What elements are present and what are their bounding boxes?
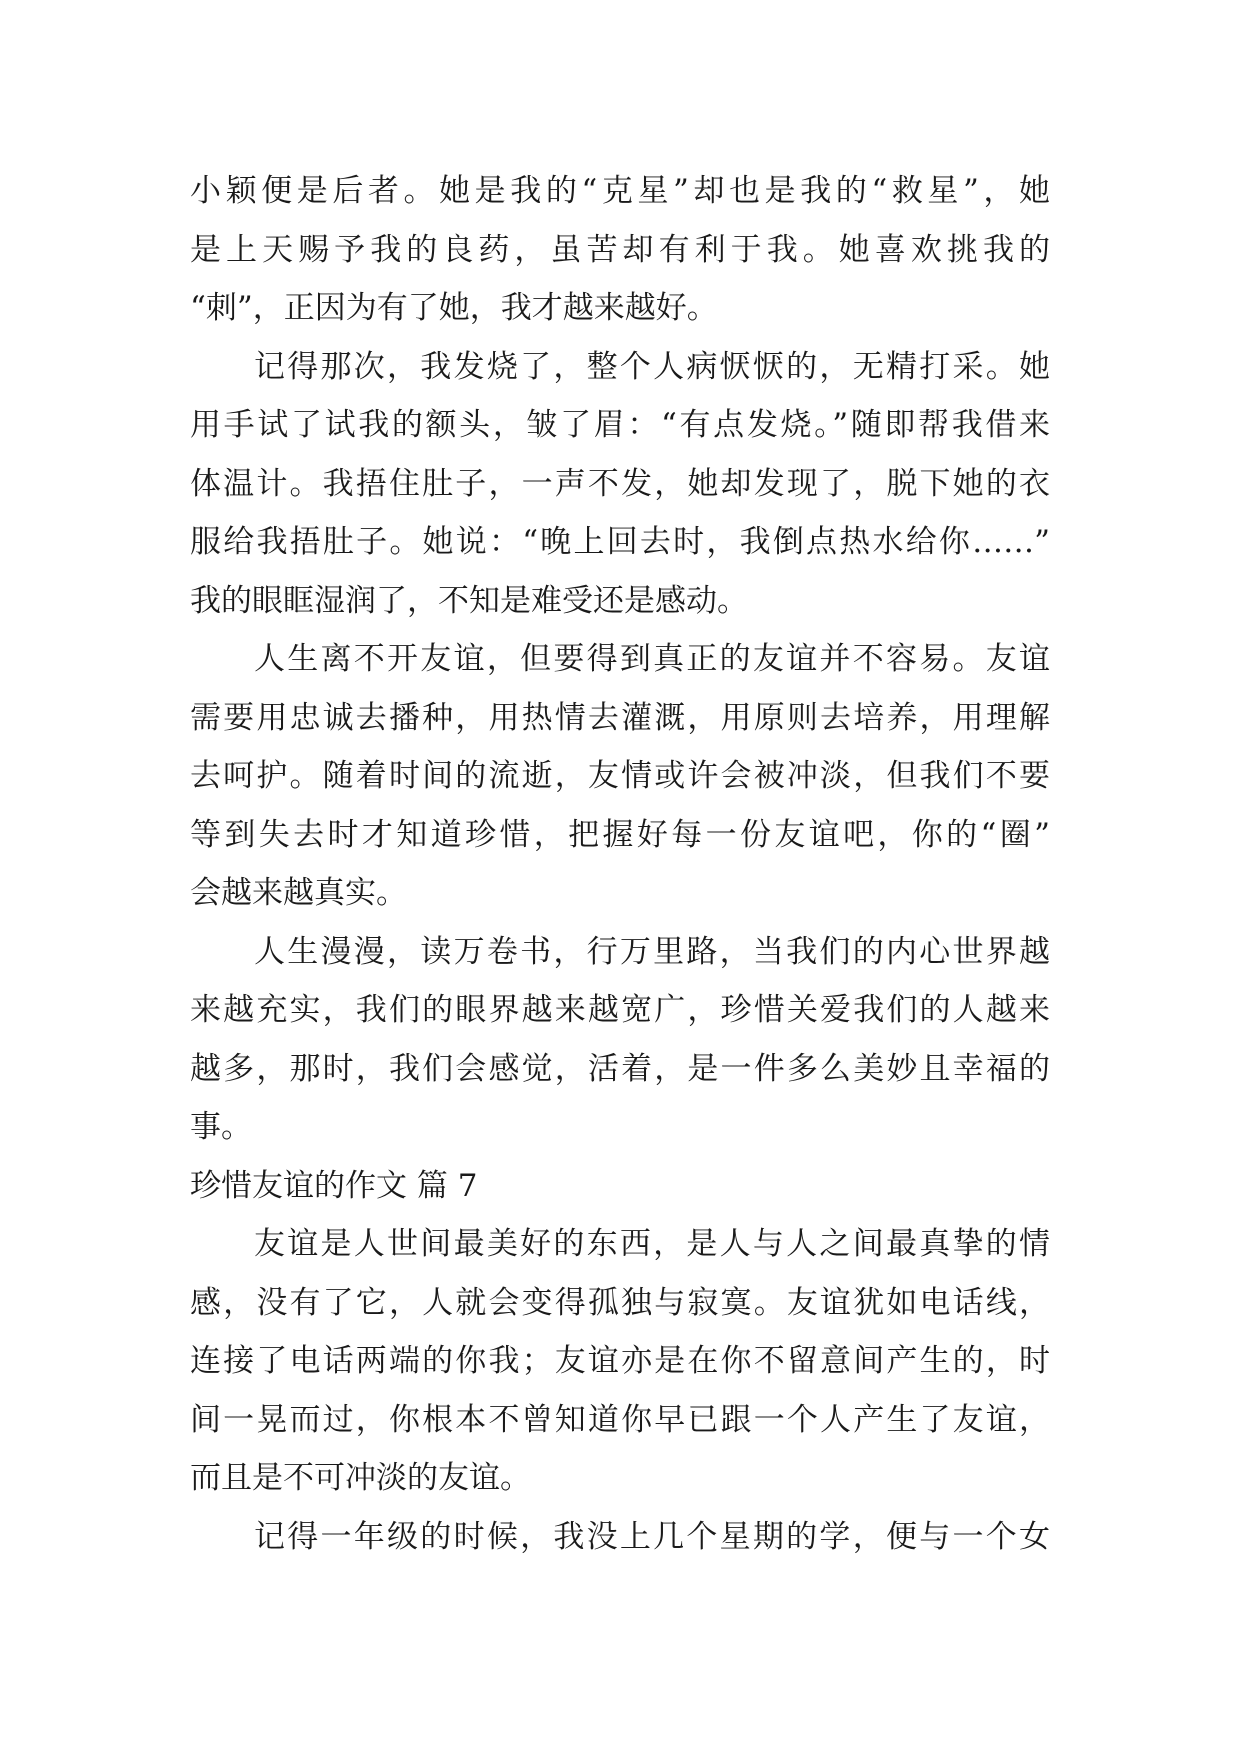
text-line: 等到失去时才知道珍惜，把握好每一份友谊吧，你的“圈” <box>190 816 1050 853</box>
text-line: 需要用忠诚去播种，用热情去灌溉，用原则去培养，用理解 <box>190 699 1050 736</box>
text-line: 我的眼眶湿润了，不知是难受还是感动。 <box>190 582 748 619</box>
text-line: 会越来越真实。 <box>190 875 407 911</box>
section-heading: 珍惜友谊的作文 篇 7 <box>190 1167 478 1204</box>
text-line: 友谊是人世间最美好的东西，是人与人之间最真挚的情 <box>254 1226 1050 1262</box>
text-line: 间一晃而过，你根本不曾知道你早已跟一个人产生了友谊， <box>190 1401 1050 1438</box>
text-line: 连接了电话两端的你我；友谊亦是在你不留意间产生的，时 <box>190 1343 1050 1379</box>
text-line: 服给我捂肚子。她说：“晚上回去时，我倒点热水给你……” <box>190 524 1050 560</box>
document-page <box>190 162 1050 1566</box>
paragraph <box>190 338 1050 631</box>
paragraph <box>190 162 1050 338</box>
text-line: 是上天赐予我的良药，虽苦却有利于我。她喜欢挑我的 <box>190 231 1050 268</box>
text-line: 用手试了试我的额头，皱了眉：“有点发烧。”随即帮我借来 <box>190 407 1050 443</box>
text-line: “刺”，正因为有了她，我才越来越好。 <box>190 290 718 326</box>
text-line: 越多，那时，我们会感觉，活着，是一件多么美妙且幸福的 <box>190 1050 1050 1087</box>
text-line: 人生漫漫，读万卷书，行万里路，当我们的内心世界越 <box>254 933 1050 970</box>
paragraph <box>190 1215 1050 1508</box>
text-line: 记得那次，我发烧了，整个人病恹恹的，无精打采。她 <box>254 348 1050 385</box>
text-line: 记得一年级的时候，我没上几个星期的学，便与一个女 <box>254 1518 1050 1555</box>
paragraph <box>190 923 1050 1157</box>
text-line: 感，没有了它，人就会变得孤独与寂寞。友谊犹如电话线， <box>190 1284 1050 1321</box>
text-line: 去呵护。随着时间的流逝，友情或许会被冲淡，但我们不要 <box>190 758 1050 794</box>
text-line: 事。 <box>190 1109 252 1145</box>
text-line: 小颖便是后者。她是我的“克星”却也是我的“救星”，她 <box>190 173 1050 209</box>
text-line: 来越充实，我们的眼界越来越宽广，珍惜关爱我们的人越来 <box>190 992 1050 1028</box>
text-line: 体温计。我捂住肚子，一声不发，她却发现了，脱下她的衣 <box>190 465 1050 502</box>
text-line: 而且是不可冲淡的友谊。 <box>190 1460 531 1496</box>
paragraph <box>190 630 1050 923</box>
text-line: 人生离不开友谊，但要得到真正的友谊并不容易。友谊 <box>254 641 1050 677</box>
paragraph <box>190 1508 1050 1567</box>
